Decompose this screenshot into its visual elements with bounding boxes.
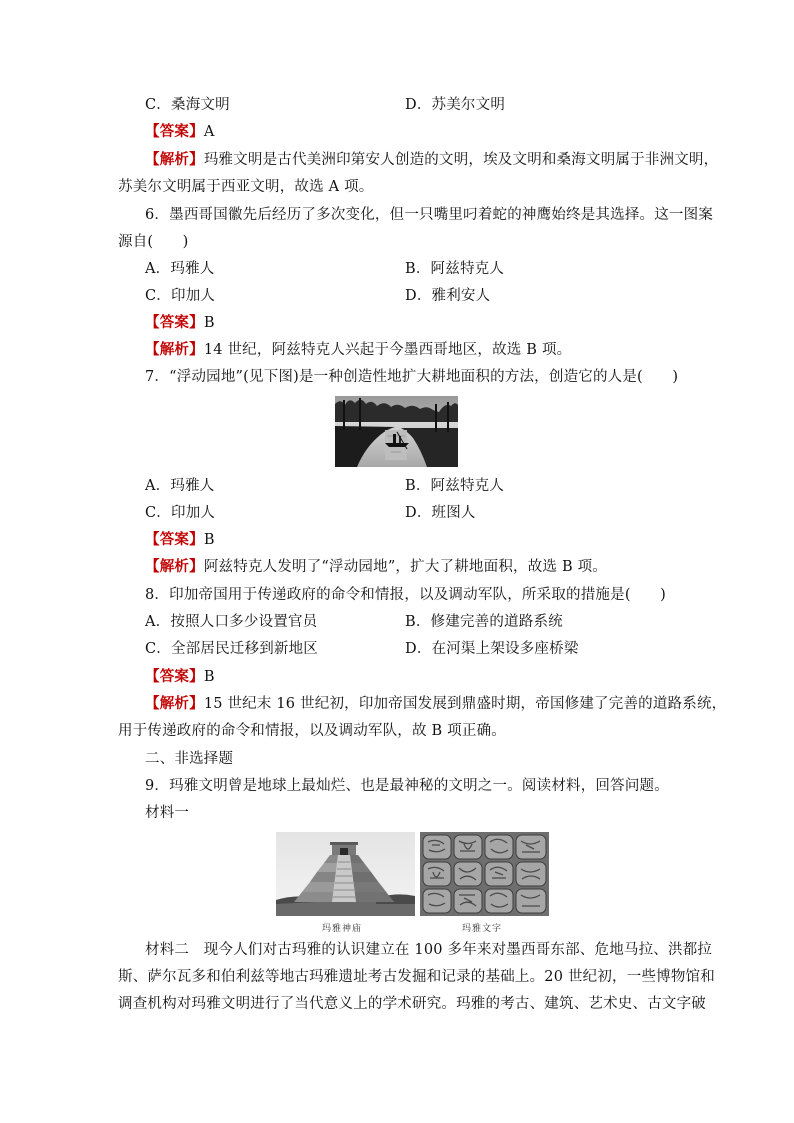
maya-temple-image	[276, 832, 415, 916]
q6-option-b: B．阿兹特克人	[405, 261, 505, 277]
q7-option-c: C．印加人	[145, 505, 216, 521]
q6-analysis	[145, 340, 571, 360]
q9-material-2-line-3: 调查机构对玛雅文明进行了当代意义上的学术研究。玛雅的考古、建筑、艺术史、古文字破	[118, 996, 706, 1012]
q5-analysis-line-1	[145, 150, 718, 170]
answer-value: A	[203, 124, 215, 140]
q6-option-a: A．玛雅人	[145, 261, 215, 277]
analysis-text: 14 世纪，阿兹特克人兴起于今墨西哥地区，故选 B 项。	[203, 342, 572, 358]
answer-tag: 【答案】	[145, 123, 204, 140]
q7-option-d: D．班图人	[405, 505, 476, 521]
q6-stem-line-2: 源自( )	[118, 234, 189, 250]
q8-analysis-line-1	[145, 694, 726, 714]
analysis-tag: 【解析】	[145, 151, 204, 168]
answer-tag: 【答案】	[145, 314, 204, 331]
floating-garden-photo	[335, 396, 458, 467]
analysis-text: 阿兹特克人发明了“浮动园地”，扩大了耕地面积，故选 B 项。	[203, 559, 608, 575]
caption-maya-temple: 玛雅神庙	[322, 924, 363, 934]
q8-option-d: D．在河渠上架设多座桥梁	[405, 641, 579, 657]
q7-option-a: A．玛雅人	[145, 478, 215, 494]
analysis-tag: 【解析】	[145, 341, 204, 358]
answer-value: B	[203, 532, 215, 548]
caption-maya-script: 玛雅文字	[462, 924, 503, 934]
q7-stem: 7．“浮动园地”(见下图)是一种创造性地扩大耕地面积的方法，创造它的人是( )	[145, 369, 679, 385]
maya-script-photo	[420, 832, 549, 916]
floating-garden-photo-image	[335, 396, 458, 467]
answer-value: B	[203, 315, 215, 331]
analysis-tag: 【解析】	[145, 558, 204, 575]
q8-answer	[145, 667, 215, 687]
q7-answer	[145, 530, 215, 550]
q9-material-2-line-2: 斯、萨尔瓦多和伯利兹等地古玛雅遗址考古发掘和记录的基础上。20 世纪初，一些博物馆和	[118, 969, 715, 985]
q6-answer	[145, 313, 215, 333]
answer-tag: 【答案】	[145, 668, 204, 685]
q8-analysis-line-2: 用于传递政府的命令和情报，以及调动军队，故 B 项正确。	[118, 723, 506, 739]
q6-option-d: D．雅利安人	[405, 288, 491, 304]
section-title: 二、非选择题	[145, 751, 234, 767]
analysis-text: 15 世纪末 16 世纪初，印加帝国发展到鼎盛时期，帝国修建了完善的道路系统，	[203, 696, 727, 712]
q8-option-c: C．全部居民迁移到新地区	[145, 641, 318, 657]
q7-option-b: B．阿兹特克人	[405, 478, 505, 494]
answer-tag: 【答案】	[145, 531, 204, 548]
q6-stem-line-1: 6．墨西哥国徽先后经历了多次变化，但一只嘴里叼着蛇的神鹰始终是其选择。这一图案	[145, 207, 714, 223]
analysis-text: 玛雅文明是古代美洲印第安人创造的文明，埃及文明和桑海文明属于非洲文明，	[203, 152, 719, 168]
q5-answer	[145, 122, 214, 142]
q9-stem: 9．玛雅文明曾是地球上最灿烂、也是最神秘的文明之一。阅读材料，回答问题。	[145, 778, 669, 794]
q5-analysis-line-2: 苏美尔文明属于西亚文明，故选 A 项。	[118, 179, 374, 195]
q7-analysis	[145, 557, 607, 577]
q8-stem: 8．印加帝国用于传递政府的命令和情报，以及调动军队，所采取的措施是( )	[145, 587, 666, 603]
maya-temple-photo	[276, 832, 415, 916]
q5-option-c: C．桑海文明	[145, 97, 230, 113]
q9-material-1-label: 材料一	[145, 805, 190, 821]
maya-script-image	[420, 832, 549, 916]
answer-value: B	[203, 669, 215, 685]
q8-option-b: B．修建完善的道路系统	[405, 614, 563, 630]
q6-option-c: C．印加人	[145, 288, 216, 304]
q9-material-2-line-1: 材料二 现今人们对古玛雅的认识建立在 100 多年来对墨西哥东部、危地马拉、洪都拉	[145, 942, 713, 958]
analysis-tag: 【解析】	[145, 695, 204, 712]
q5-option-d: D．苏美尔文明	[405, 97, 506, 113]
q8-option-a: A．按照人口多少设置官员	[145, 614, 318, 630]
